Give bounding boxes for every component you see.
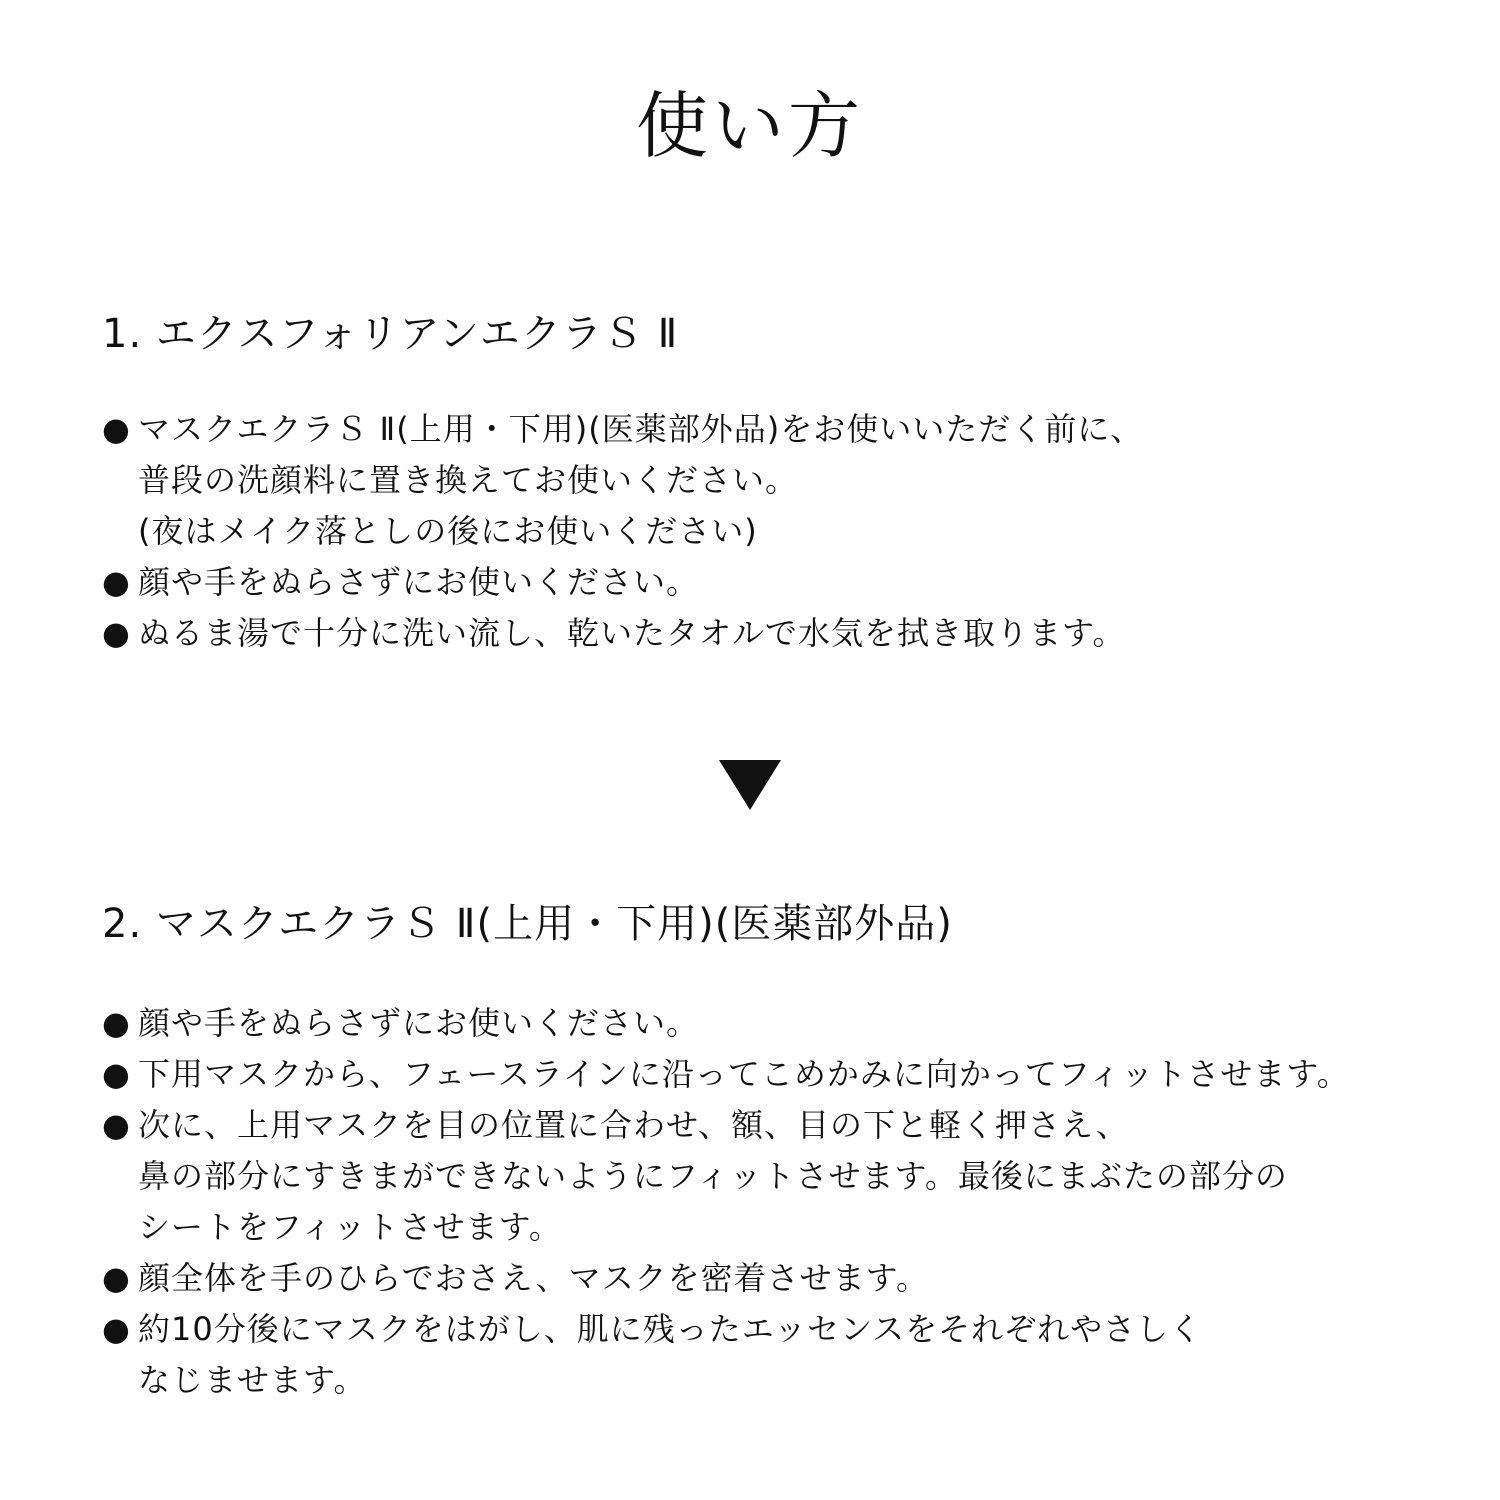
- list-item: [102, 404, 1482, 557]
- list-item: [102, 1304, 1482, 1406]
- list-item-text: シートをフィットさせます。: [138, 1208, 562, 1246]
- bullet-icon: ●: [102, 1259, 130, 1297]
- section-heading-2: 2. マスクエクラＳ Ⅱ(上用・下用)(医薬部外品): [102, 901, 953, 947]
- list-item-text: マスクエクラＳ Ⅱ(上用・下用)(医薬部外品)をお使いいただく前に、: [138, 410, 1144, 448]
- list-item-text: 下用マスクから、フェースラインに沿ってこめかみに向かってフィットさせます。: [138, 1055, 1350, 1093]
- bullet-icon: ●: [102, 1310, 130, 1348]
- section-heading-1: 1. エクスフォリアンエクラＳ Ⅱ: [102, 311, 679, 357]
- bullet-icon: ●: [102, 410, 130, 448]
- list-item: [102, 1049, 1482, 1100]
- down-triangle-icon: [719, 760, 781, 810]
- list-item: [102, 998, 1482, 1049]
- list-item-text: 顔や手をぬらさずにお使いください。: [138, 563, 700, 601]
- list-item-text: 顔や手をぬらさずにお使いください。: [138, 1004, 700, 1042]
- list-item-text: 次に、上用マスクを目の位置に合わせ、額、目の下と軽く押さえ、: [138, 1106, 1129, 1144]
- list-item-text: 普段の洗顔料に置き換えてお使いください。: [138, 461, 799, 499]
- bullet-icon: ●: [102, 614, 130, 652]
- list-item-text: (夜はメイク落としの後にお使いください): [138, 512, 758, 550]
- bullet-icon: ●: [102, 1055, 130, 1093]
- bullet-icon: ●: [102, 1106, 130, 1144]
- list-item-text: なじませます。: [138, 1361, 367, 1399]
- list-item-text: 約10分後にマスクをはがし、肌に残ったエッセンスをそれぞれやさしく: [138, 1310, 1203, 1348]
- page-title: 使い方: [635, 84, 864, 168]
- list-item: [102, 557, 1482, 608]
- list-item: [102, 608, 1482, 659]
- section-mask: [102, 898, 1482, 1406]
- list-item-text: 顔全体を手のひらでおさえ、マスクを密着させます。: [138, 1259, 930, 1297]
- section-exfoliant: [102, 308, 1482, 659]
- instruction-list-1: [102, 404, 1482, 659]
- bullet-icon: ●: [102, 563, 130, 601]
- list-item-text: ぬるま湯で十分に洗い流し、乾いたタオルで水気を拭き取ります。: [138, 614, 1126, 652]
- list-item: [102, 1253, 1482, 1304]
- list-item-text: 鼻の部分にすきまができないようにフィットさせます。最後にまぶたの部分の: [138, 1157, 1288, 1195]
- instruction-list-2: [102, 998, 1482, 1406]
- bullet-icon: ●: [102, 1004, 130, 1042]
- list-item: [102, 1100, 1482, 1253]
